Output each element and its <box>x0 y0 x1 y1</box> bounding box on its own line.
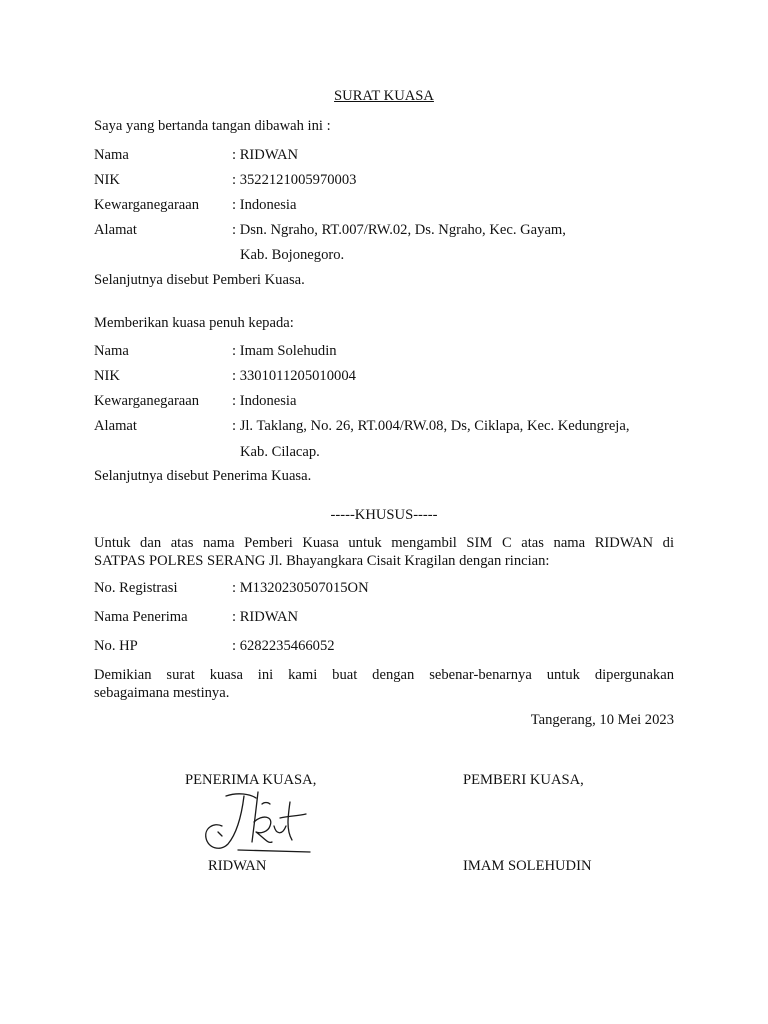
closing-line-1: Demikian surat kuasa ini kami buat dengan sebenar-benarnya untuk dipergunakan <box>94 667 674 683</box>
grantor-designation: Selanjutnya disebut Pemberi Kuasa. <box>94 272 305 288</box>
grantee-address-label: Alamat <box>94 418 137 434</box>
grantor-address-line2: Kab. Bojonegoro. <box>240 247 345 263</box>
right-signatory-heading: PEMBERI KUASA, <box>463 772 584 788</box>
grantee-citizenship-label: Kewarganegaraan <box>94 393 200 409</box>
phone-value: : 6282235466052 <box>232 638 335 654</box>
grantor-nik-value: : 3522121005970003 <box>232 172 357 188</box>
grantee-address-line2: Kab. Cilacap. <box>240 444 320 460</box>
purpose-paragraph <box>94 534 674 570</box>
grantor-citizenship-label: Kewarganegaraan <box>94 197 200 213</box>
grantee-nik-label: NIK <box>94 368 120 384</box>
document-title: SURAT KUASA <box>334 88 434 104</box>
closing-line-2: sebagaimana mestinya. <box>94 685 230 701</box>
grantor-address-line1: : Dsn. Ngraho, RT.007/RW.02, Ds. Ngraho, Kec. Gayam, <box>232 222 566 238</box>
grantee-name-label: Nama <box>94 343 129 359</box>
right-signatory-name: IMAM SOLEHUDIN <box>463 858 592 874</box>
grantee-name-value: : Imam Solehudin <box>232 343 337 359</box>
registration-label: No. Registrasi <box>94 580 178 596</box>
purpose-line-2: SATPAS POLRES SERANG Jl. Bhayangkara Cisait Kragilan dengan rincian: <box>94 553 550 569</box>
closing-paragraph <box>94 666 674 702</box>
phone-label: No. HP <box>94 638 138 654</box>
grantor-nik-label: NIK <box>94 172 120 188</box>
grantor-address-label: Alamat <box>94 222 137 238</box>
grantor-name-value: : RIDWAN <box>232 147 299 163</box>
left-signatory-name: RIDWAN <box>208 858 267 874</box>
recipient-value: : RIDWAN <box>232 609 299 625</box>
purpose-line-1: Untuk dan atas nama Pemberi Kuasa untuk mengambil SIM C atas nama RIDWAN di <box>94 535 674 551</box>
recipient-label: Nama Penerima <box>94 609 188 625</box>
left-signatory-heading: PENERIMA KUASA, <box>185 772 317 788</box>
grantee-address-line1: : Jl. Taklang, No. 26, RT.004/RW.08, Ds, Ciklapa, Kec. Kedungreja, <box>232 418 630 434</box>
grantor-name-label: Nama <box>94 147 129 163</box>
grantee-citizenship-value: : Indonesia <box>232 393 297 409</box>
special-heading: -----KHUSUS----- <box>330 507 438 523</box>
registration-value: : M1320230507015ON <box>232 580 369 596</box>
grantee-nik-value: : 3301011205010004 <box>232 368 356 384</box>
place-date: Tangerang, 10 Mei 2023 <box>530 712 674 728</box>
grantor-citizenship-value: : Indonesia <box>232 197 297 213</box>
grantee-designation: Selanjutnya disebut Penerima Kuasa. <box>94 468 312 484</box>
grant-intro: Memberikan kuasa penuh kepada: <box>94 315 294 331</box>
handwritten-signature <box>198 782 318 862</box>
intro-text: Saya yang bertanda tangan dibawah ini : <box>94 118 331 134</box>
